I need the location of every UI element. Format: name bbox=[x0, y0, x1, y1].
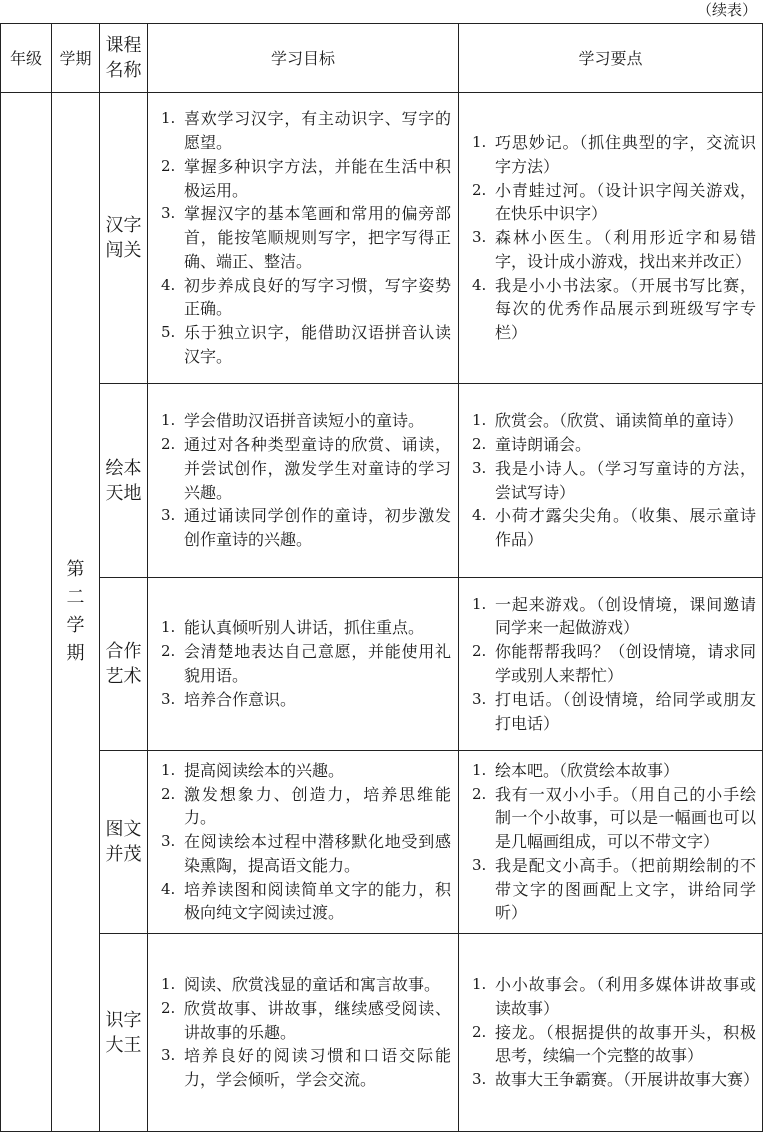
goals-cell bbox=[148, 384, 459, 578]
item-text: 阅读、欣赏浅显的童话和寓言故事。 bbox=[184, 975, 441, 994]
point-item bbox=[469, 1021, 756, 1069]
item-number: 4. bbox=[161, 275, 176, 294]
header-row bbox=[1, 24, 763, 93]
goal-item bbox=[158, 997, 451, 1045]
item-text: 培养良好的阅读习惯和口语交际能力，学会倾听，学会交流。 bbox=[184, 1046, 451, 1090]
item-number: 2. bbox=[161, 642, 176, 661]
point-item bbox=[469, 1068, 760, 1092]
item-number: 4. bbox=[472, 275, 487, 294]
course-name: 绘本天地 bbox=[105, 457, 142, 504]
item-text: 你能帮帮我吗？（创设情境，请求同学或别人来帮忙） bbox=[495, 642, 756, 685]
item-text: 能认真倾听别人讲话，抓住重点。 bbox=[184, 618, 425, 638]
item-text: 培养读图和阅读简单文字的能力，积极向纯文字阅读过渡。 bbox=[184, 879, 451, 923]
goal-item bbox=[158, 504, 451, 552]
goal-item bbox=[158, 973, 451, 997]
term-cell bbox=[52, 93, 100, 1132]
item-text: 小荷才露尖尖角。（收集、展示童诗作品） bbox=[495, 506, 756, 550]
goal-item bbox=[158, 640, 451, 688]
key-points-list bbox=[469, 409, 756, 552]
continuation-label: （续表） bbox=[696, 1, 757, 19]
point-item bbox=[469, 274, 756, 345]
item-text: 故事大王争霸赛。（开展讲故事大赛） bbox=[495, 1070, 760, 1090]
item-number: 3. bbox=[161, 506, 176, 525]
point-item bbox=[469, 457, 756, 505]
table-row bbox=[1, 934, 763, 1132]
item-text: 小青蛙过河。（设计识字闯关游戏，在快乐中识字） bbox=[495, 180, 756, 224]
point-item bbox=[469, 504, 756, 552]
goal-item bbox=[158, 688, 451, 712]
goal-item bbox=[158, 616, 451, 640]
course-name-cell bbox=[100, 93, 148, 384]
course-name: 识字大王 bbox=[105, 1009, 142, 1056]
goal-item bbox=[158, 878, 451, 926]
item-number: 1. bbox=[161, 411, 176, 430]
item-number: 2. bbox=[472, 784, 487, 803]
goal-item bbox=[158, 783, 451, 831]
item-number: 3. bbox=[472, 458, 487, 477]
course-name-cell bbox=[100, 751, 148, 934]
item-text: 通过诵读同学创作的童诗，初步激发创作童诗的兴趣。 bbox=[184, 506, 451, 550]
course-table bbox=[0, 23, 763, 1132]
course-name-cell bbox=[100, 578, 148, 751]
item-number: 3. bbox=[472, 855, 487, 874]
item-number: 1. bbox=[472, 411, 487, 430]
course-name: 汉字闯关 bbox=[105, 215, 142, 261]
key-points-cell bbox=[459, 934, 763, 1132]
key-points-cell bbox=[459, 751, 763, 934]
goals-cell bbox=[148, 93, 459, 384]
goal-item bbox=[158, 759, 451, 783]
item-text: 巧思妙记。（抓住典型的字，交流识字方法） bbox=[495, 132, 756, 176]
table-row bbox=[1, 384, 763, 578]
point-item bbox=[469, 593, 756, 641]
point-item bbox=[469, 783, 756, 854]
item-number: 1. bbox=[472, 594, 487, 613]
item-number: 2. bbox=[472, 434, 487, 453]
item-text: 激发想象力、创造力，培养思维能力。 bbox=[184, 784, 451, 828]
goals-cell bbox=[148, 934, 459, 1132]
item-text: 绘本吧。（欣赏绘本故事） bbox=[495, 760, 680, 780]
item-number: 1. bbox=[161, 109, 176, 128]
header-term: 学期 bbox=[52, 24, 100, 93]
header-course-name bbox=[100, 24, 148, 93]
item-text: 打电话。（创设情境，给同学或朋友打电话） bbox=[495, 689, 756, 733]
goals-list bbox=[158, 616, 451, 711]
table-body bbox=[1, 93, 763, 1132]
item-number: 3. bbox=[472, 228, 487, 247]
goals-list bbox=[158, 973, 451, 1092]
goals-list bbox=[158, 409, 451, 552]
item-text: 欣赏故事、讲故事，继续感受阅读、讲故事的乐趣。 bbox=[184, 998, 451, 1042]
item-text: 一起来游戏。（创设情境，课间邀请同学来一起做游戏） bbox=[495, 594, 756, 638]
point-item bbox=[469, 179, 756, 227]
item-number: 1. bbox=[161, 618, 176, 637]
item-text: 初步养成良好的写字习惯，写字姿势正确。 bbox=[184, 275, 451, 319]
item-number: 2. bbox=[161, 784, 176, 803]
goal-item bbox=[158, 321, 451, 369]
goal-item bbox=[158, 107, 451, 155]
item-text: 培养合作意识。 bbox=[184, 689, 297, 709]
goal-item bbox=[158, 433, 451, 504]
item-number: 1. bbox=[472, 760, 487, 779]
point-item bbox=[469, 131, 756, 179]
item-number: 2. bbox=[161, 434, 176, 453]
item-text: 喜欢学习汉字，有主动识字、写字的愿望。 bbox=[184, 109, 451, 152]
goal-item bbox=[158, 274, 451, 322]
goal-item bbox=[158, 202, 451, 273]
item-number: 1. bbox=[161, 975, 176, 993]
item-text: 我是小小书法家。（开展书写比赛，每次的优秀作品展示到班级写字专栏） bbox=[495, 275, 756, 343]
key-points-list bbox=[469, 759, 756, 926]
goal-item bbox=[158, 155, 451, 203]
key-points-cell bbox=[459, 93, 763, 384]
item-number: 5. bbox=[161, 323, 176, 342]
grade-cell bbox=[1, 93, 52, 1132]
item-number: 3. bbox=[472, 689, 487, 708]
item-text: 会清楚地表达自己意愿，并能使用礼貌用语。 bbox=[184, 642, 451, 685]
item-text: 通过对各种类型童诗的欣赏、诵读，并尝试创作，激发学生对童诗的学习兴趣。 bbox=[184, 434, 451, 502]
item-number: 1. bbox=[472, 132, 487, 151]
item-text: 提高阅读绘本的兴趣。 bbox=[184, 760, 345, 780]
item-number: 3. bbox=[161, 689, 176, 708]
item-number: 2. bbox=[161, 156, 176, 175]
goal-item bbox=[158, 409, 451, 433]
item-number: 2. bbox=[472, 180, 487, 199]
key-points-list bbox=[469, 973, 760, 1092]
goal-item bbox=[158, 1044, 451, 1092]
header-grade: 年级 bbox=[1, 24, 52, 93]
item-number: 2. bbox=[472, 642, 487, 661]
item-text: 乐于独立识字，能借助汉语拼音认读汉字。 bbox=[184, 323, 451, 367]
goals-cell bbox=[148, 751, 459, 934]
item-number: 2. bbox=[472, 1022, 487, 1041]
table-row bbox=[1, 751, 763, 934]
item-text: 掌握多种识字方法，并能在生活中积极运用。 bbox=[184, 156, 451, 200]
goal-item bbox=[158, 830, 451, 878]
course-name-cell bbox=[100, 384, 148, 578]
header-goals: 学习目标 bbox=[148, 24, 459, 93]
item-text: 我有一双小小手。（用自己的小手绘制一个小故事，可以是一幅画也可以是几幅画组成，可以不带文字） bbox=[495, 784, 756, 852]
item-number: 1. bbox=[472, 975, 487, 993]
item-text: 在阅读绘本过程中潜移默化地受到感染熏陶，提高语文能力。 bbox=[184, 832, 451, 875]
point-item bbox=[469, 640, 756, 688]
point-item bbox=[469, 854, 756, 925]
item-number: 2. bbox=[161, 998, 176, 1017]
course-name: 图文并茂 bbox=[105, 819, 142, 865]
item-text: 童诗朗诵会。 bbox=[495, 434, 592, 454]
goals-cell bbox=[148, 578, 459, 751]
point-item bbox=[469, 973, 756, 1021]
table-row bbox=[1, 93, 763, 384]
course-name-cell bbox=[100, 934, 148, 1132]
item-text: 掌握汉字的基本笔画和常用的偏旁部首，能按笔顺规则写字，把字写得正确、端正、整洁。 bbox=[184, 204, 451, 271]
table-row bbox=[1, 578, 763, 751]
key-points-cell bbox=[459, 578, 763, 751]
item-text: 学会借助汉语拼音读短小的童诗。 bbox=[184, 411, 425, 431]
item-text: 欣赏会。（欣赏、诵读简单的童诗） bbox=[495, 411, 744, 431]
item-text: 我是小诗人。（学习写童诗的方法，尝试写诗） bbox=[495, 458, 756, 502]
key-points-list bbox=[469, 131, 756, 345]
term-label: 第二学期 bbox=[66, 559, 85, 664]
goals-list bbox=[158, 759, 451, 926]
point-item bbox=[469, 226, 756, 274]
item-text: 我是配文小高手。（把前期绘制的不带文字的图画配上文字，讲给同学听） bbox=[495, 855, 756, 923]
item-number: 4. bbox=[472, 506, 487, 525]
item-number: 4. bbox=[161, 879, 176, 898]
point-item bbox=[469, 759, 756, 783]
goals-list bbox=[158, 107, 451, 369]
item-number: 3. bbox=[161, 832, 176, 851]
item-text: 接龙。（根据提供的故事开头，积极思考，续编一个完整的故事） bbox=[495, 1022, 756, 1066]
item-number: 1. bbox=[161, 760, 176, 779]
key-points-cell bbox=[459, 384, 763, 578]
header-course-name-text: 课程名称 bbox=[105, 35, 142, 81]
point-item bbox=[469, 433, 756, 457]
item-number: 3. bbox=[161, 1046, 176, 1065]
item-number: 3. bbox=[161, 204, 176, 223]
key-points-list bbox=[469, 593, 756, 736]
course-name: 合作艺术 bbox=[105, 641, 142, 687]
point-item bbox=[469, 409, 756, 433]
item-text: 小小故事会。（利用多媒体讲故事或读故事） bbox=[495, 975, 756, 1018]
point-item bbox=[469, 688, 756, 736]
item-text: 森林小医生。（利用形近字和易错字，设计成小游戏，找出来并改正） bbox=[495, 228, 756, 271]
header-key-points: 学习要点 bbox=[459, 24, 763, 93]
item-number: 3. bbox=[472, 1070, 487, 1089]
